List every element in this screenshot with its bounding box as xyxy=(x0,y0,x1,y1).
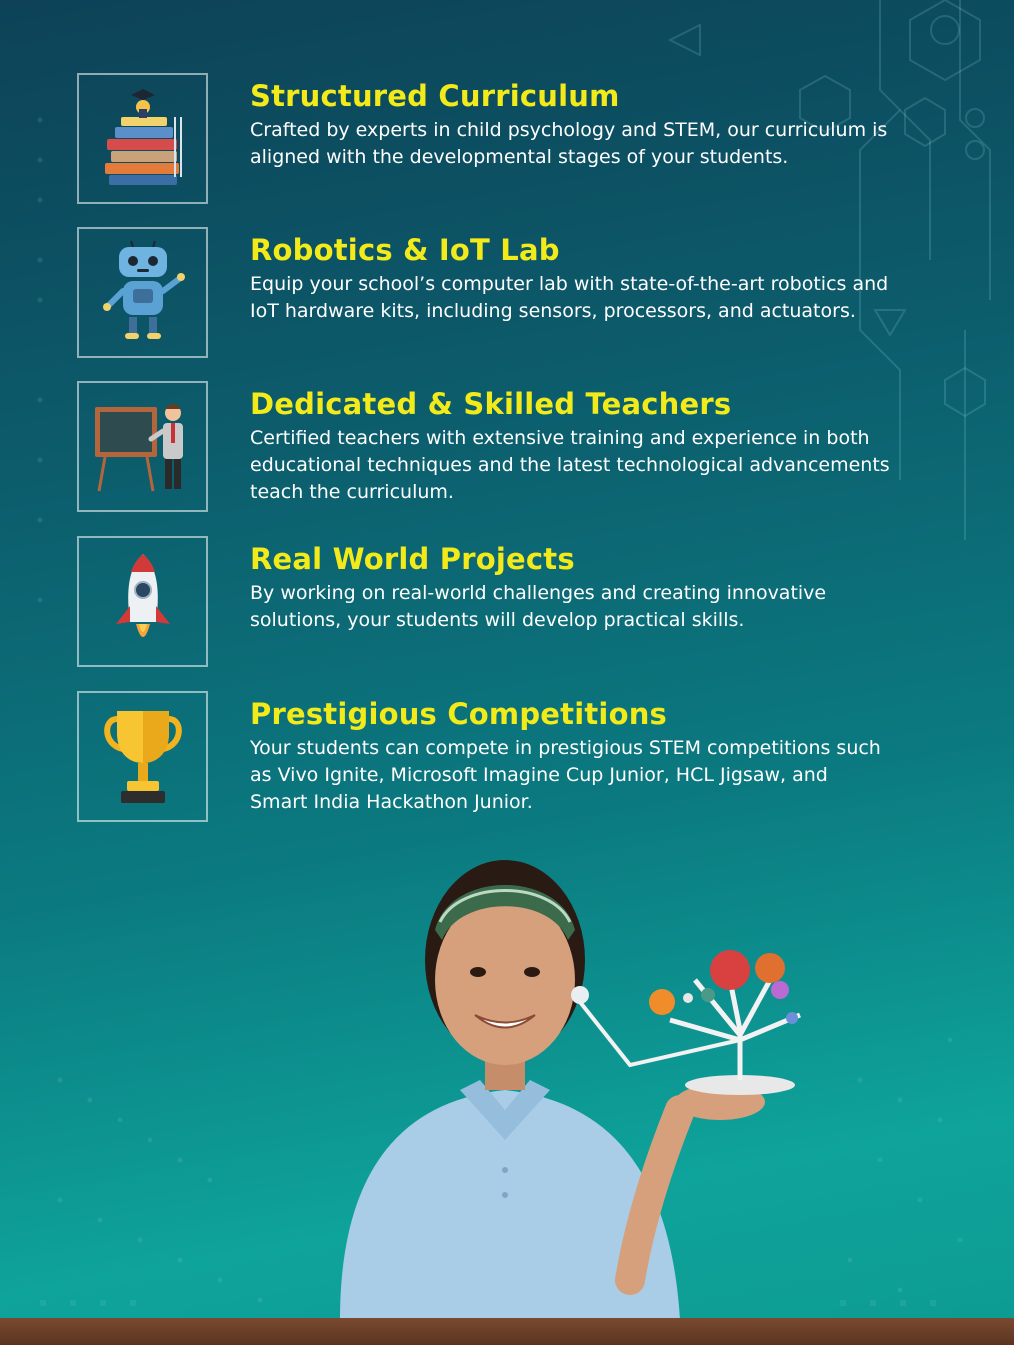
feature-title: Prestigious Competitions xyxy=(250,697,668,731)
trophy-icon xyxy=(101,705,185,809)
feature-dedicated-teachers xyxy=(0,381,1014,516)
rocket-icon xyxy=(108,552,178,652)
icon-frame xyxy=(77,691,208,822)
feature-structured-curriculum xyxy=(0,73,1014,208)
feature-title: Structured Curriculum xyxy=(250,79,620,113)
feature-robotics-iot-lab xyxy=(0,227,1014,362)
icon-frame xyxy=(77,381,208,512)
icon-frame xyxy=(77,536,208,667)
feature-title: Robotics & IoT Lab xyxy=(250,233,560,267)
desk-edge xyxy=(0,1318,1014,1345)
feature-description: Crafted by experts in child psychology and STEM, our curriculum is aligned with the developmental stages of your students. xyxy=(250,119,888,168)
feature-description: Equip your school’s computer lab with state-of-the-art robotics and IoT hardware kits, including sensors, processors, and actuators. xyxy=(250,273,889,322)
feature-description: By working on real-world challenges and creating innovative solutions, your students will develop practical skills. xyxy=(250,582,827,631)
student-photo xyxy=(300,840,820,1345)
feature-prestigious-competitions xyxy=(0,691,1014,826)
icon-frame xyxy=(77,73,208,204)
feature-title: Real World Projects xyxy=(250,542,575,576)
robot-icon xyxy=(95,239,191,347)
feature-description: Certified teachers with extensive training and experience in both educational techniques and the latest technological advancements teach the curriculum. xyxy=(250,427,890,503)
feature-description: Your students can compete in prestigious STEM competitions such as Vivo Ignite, Microsoft Imagine Cup Junior, HCL Jigsaw, and Smart India Hackathon Junior. xyxy=(250,737,881,813)
teacher-blackboard-icon xyxy=(91,395,195,499)
feature-title: Dedicated & Skilled Teachers xyxy=(250,387,732,421)
icon-frame xyxy=(77,227,208,358)
books-graduate-icon xyxy=(95,87,191,191)
feature-real-world-projects xyxy=(0,536,1014,671)
